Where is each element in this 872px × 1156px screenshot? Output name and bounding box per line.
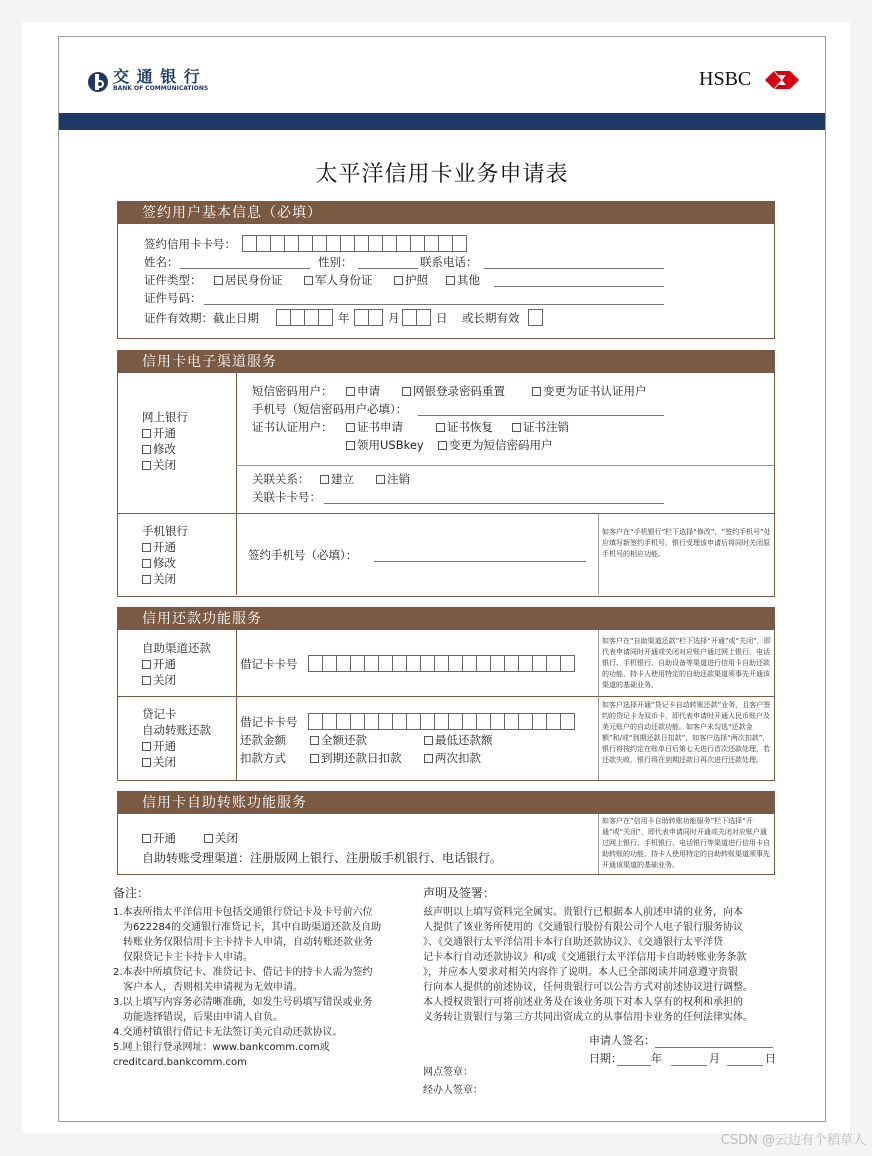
note-line: 仅限贷记卡主卡持卡人申请。	[123, 952, 253, 963]
cert-to-sms-option[interactable]: 变更为短信密码用户	[438, 437, 553, 453]
id-option-other[interactable]: 其他	[446, 272, 480, 288]
note-line: 4.交通村镇银行借记卡无法签订美元自动还款协议。	[113, 1027, 343, 1038]
note-line: 转账业务仅限信用卡主卡持卡人申请，自动转账还款业务	[123, 937, 373, 948]
loan-card-label: 贷记卡	[142, 707, 177, 721]
link-cancel-option[interactable]: 注销	[376, 471, 410, 487]
auto-debit-card-boxes[interactable]	[308, 713, 574, 730]
validity-month-boxes[interactable]	[354, 309, 382, 326]
header-bar	[59, 113, 825, 130]
self-transfer-note: 如客户在“信用卡自助转账功能服务”栏下选择“开通”或“关闭”，即代表申请同时开通或关闭对应账户通过网上银行、手机银行、电话银行等渠道进行信用卡自助转账的功能，持卡人使用特定的自助转账渠道须事先开通该渠道的基础业务。	[602, 817, 770, 869]
form-title: 太平洋信用卡业务申请表	[315, 162, 569, 187]
phone-field[interactable]	[484, 268, 664, 269]
note-line: 客户本人，否则相关申请视为无效申请。	[123, 982, 303, 993]
self-channel-note: 如客户在“自助渠道还款”栏下选择“开通”或“关闭”，即代表申请同时开通或关闭对应账户通过网上银行、电话银行、手机银行、自助设备等渠道进行信用卡自助还款的功能，持卡人使用特定的自助还款渠道须事先开通该渠道的基础业务。	[602, 637, 771, 689]
sub-row-divider	[236, 465, 774, 466]
checkbox-icon	[142, 559, 151, 568]
note-divider	[598, 814, 599, 874]
cert-user-label: 证书认证用户：	[252, 420, 333, 434]
checkbox-icon	[310, 736, 319, 745]
cert-cancel-option[interactable]: 证书注销	[512, 419, 569, 435]
min-repay-option[interactable]: 最低还款额	[424, 732, 493, 748]
bocom-subname: BANK OF COMMUNICATIONS	[113, 85, 209, 92]
mobile-bank-note: 如客户在“手机银行”栏下选择“修改”，“签约手机号”处应填写新签约手机号，银行受理该申请后将同时关闭原手机号的相应功能。	[602, 528, 771, 558]
self-open-option[interactable]: 开通	[142, 656, 176, 672]
checkbox-icon	[142, 834, 151, 843]
phone-label: 联系电话：	[420, 255, 478, 269]
validity-day-boxes[interactable]	[402, 309, 430, 326]
note-divider	[598, 514, 599, 595]
checkbox-icon	[446, 276, 455, 285]
section-self-transfer	[117, 791, 775, 875]
sms-reset-option[interactable]: 网银登录密码重置	[402, 383, 505, 399]
checkbox-icon	[142, 742, 151, 751]
mobile-modify-option[interactable]: 修改	[142, 555, 176, 571]
section-heading: 签约用户基本信息（必填）	[118, 202, 774, 224]
date-month-field[interactable]	[671, 1065, 707, 1066]
deduct-label: 扣款方式	[240, 751, 286, 765]
checkbox-icon	[142, 676, 151, 685]
year-label: 年	[338, 311, 350, 325]
declaration-line: 》，并应本人要求对相关内容作了说明。本人已全部阅读并同意遵守贵银	[423, 967, 738, 978]
sms-user-label: 短信密码用户：	[252, 384, 333, 398]
checkbox-icon	[532, 387, 541, 396]
mobile-close-option[interactable]: 关闭	[142, 571, 176, 587]
checkbox-icon	[424, 736, 433, 745]
online-modify-option[interactable]: 修改	[142, 441, 176, 457]
notes-block	[113, 885, 413, 1075]
mobile-open-option[interactable]: 开通	[142, 539, 176, 555]
note-line: 2.本表中所填贷记卡、准贷记卡、借记卡的持卡人需为签约	[113, 967, 373, 978]
auto-transfer-label: 自动转账还款	[142, 723, 211, 737]
checkbox-icon	[320, 475, 329, 484]
note-line: 为622284的交通银行准贷记卡，其中自助渠道还款及自助	[123, 922, 382, 933]
declaration-line: 兹声明以上填写资料完全属实。贵银行已根据本人前述申请的业务，向本	[423, 907, 743, 918]
gender-field[interactable]	[358, 268, 418, 269]
debit-card-label: 借记卡卡号	[240, 657, 298, 671]
card-number-label: 签约信用卡卡号：	[144, 237, 236, 251]
checkbox-icon	[142, 543, 151, 552]
validity-label: 证件有效期：截止日期	[144, 311, 259, 325]
declaration-heading: 声明及签署：	[423, 886, 496, 900]
declaration-line: 》、《交通银行太平洋信用卡本行自助还款协议》、《交通银行太平洋贷	[423, 937, 723, 948]
section-e-channel	[117, 350, 775, 597]
checkbox-icon	[142, 429, 151, 438]
checkbox-icon	[310, 754, 319, 763]
id-number-label: 证件号码：	[144, 291, 202, 305]
sign-mobile-label: 签约手机号（必填）：	[248, 548, 358, 562]
online-open-option[interactable]: 开通	[142, 425, 176, 441]
link-label: 关联关系：	[252, 472, 310, 486]
bocom-logo	[87, 69, 227, 97]
row-divider	[118, 696, 774, 697]
online-close-option[interactable]: 关闭	[142, 457, 176, 473]
link-card-label: 关联卡卡号：	[252, 490, 321, 504]
auto-open-option[interactable]: 开通	[142, 738, 176, 754]
sms-apply-option[interactable]: 申请	[346, 383, 380, 399]
declaration-line: 人提供了该业务所使用的《交通银行股份有限公司个人电子银行服务协议	[423, 922, 743, 933]
date-month-label: 月	[709, 1052, 720, 1065]
checkbox-icon	[424, 754, 433, 763]
hsbc-hexagon-icon	[765, 71, 799, 89]
date-day-field[interactable]	[727, 1065, 763, 1066]
section-heading: 信用还款功能服务	[118, 608, 774, 630]
checkbox-icon	[394, 276, 403, 285]
checkbox-icon	[402, 387, 411, 396]
checkbox-icon	[204, 834, 213, 843]
mobile-bank-label: 手机银行	[142, 524, 188, 538]
sign-mobile-field[interactable]	[374, 561, 586, 562]
self-debit-card-boxes[interactable]	[308, 655, 574, 672]
notes-heading: 备注：	[113, 886, 150, 900]
applicant-sign-label: 申请人签名：	[589, 1034, 655, 1047]
checkbox-icon	[346, 441, 355, 450]
declaration-line: 记卡本行自动还款协议》和/或《交通银行太平洋信用卡自助转账业务条款	[423, 952, 747, 963]
section-heading: 信用卡自助转账功能服务	[118, 792, 774, 814]
date-label: 日期：	[589, 1052, 622, 1065]
note-line: creditcard.bankcomm.com	[113, 1057, 247, 1068]
declaration-block	[423, 885, 783, 1095]
row-divider	[118, 513, 774, 514]
column-divider	[236, 630, 237, 780]
checkbox-icon	[142, 445, 151, 454]
note-line: 功能选择错误，后果由申请人自负。	[123, 1012, 283, 1023]
auto-transfer-note: 如客户选择开通“贷记卡自动转账还款”业务，且客户签约的贷记卡为双币卡，即代表申请时开通人民币账户及美元账户的自动还款功能。如客户未勾选“还款金额”和/或“到期还款日扣款”，如客户选择“两次扣款”，银行将按约定在账单日后第七天进行首次还款处理，若还款失败，银行将在到期还款日再次进行还款处理。	[602, 701, 771, 764]
date-year-label: 年	[651, 1052, 662, 1065]
transfer-open-option[interactable]: 开通	[142, 830, 176, 846]
twice-deduct-option[interactable]: 两次扣款	[424, 750, 481, 766]
mobile-required-label: 手机号（短信密码用户必填）：	[252, 402, 408, 416]
card-number-boxes[interactable]	[242, 235, 466, 252]
note-divider	[598, 630, 599, 780]
note-line: 5.网上银行登录网址：www.bankcomm.com或	[113, 1042, 330, 1053]
date-year-field[interactable]	[617, 1065, 651, 1066]
self-close-option[interactable]: 关闭	[142, 672, 176, 688]
due-date-deduct-option[interactable]: 到期还款日扣款	[310, 750, 402, 766]
branch-stamp-label: 网点签章：	[423, 1067, 473, 1078]
full-repay-option[interactable]: 全额还款	[310, 732, 367, 748]
transfer-close-option[interactable]: 关闭	[204, 830, 238, 846]
checkbox-icon	[376, 475, 385, 484]
handler-sign-label: 经办人签章：	[423, 1085, 483, 1096]
checkbox-icon	[214, 276, 223, 285]
checkbox-icon	[438, 441, 447, 450]
link-card-field[interactable]	[324, 503, 664, 504]
checkbox-icon	[304, 276, 313, 285]
auto-debit-card-label: 借记卡卡号	[240, 715, 298, 729]
note-line: 3.以上填写内容务必清晰准确，如发生号码填写错误或业务	[113, 997, 373, 1008]
section-repayment	[117, 607, 775, 781]
repay-amount-label: 还款金额	[240, 733, 286, 747]
checkbox-icon	[512, 423, 521, 432]
watermark: CSDN @云边有个稻草人	[720, 1133, 866, 1148]
checkbox-icon	[142, 461, 151, 470]
sms-change-option[interactable]: 变更为证书认证用户	[532, 383, 647, 399]
id-type-label: 证件类型：	[144, 273, 202, 287]
declaration-line: 本人授权贵银行可将前述业务及在该业务项下对本人享有的权利和承担的	[423, 997, 743, 1008]
day-label: 日	[436, 311, 448, 325]
cert-apply-option[interactable]: 证书申请	[346, 419, 403, 435]
declaration-line: 义务转让贵银行与第三方共同出资成立的从事信用卡业务的任何法律实体。	[423, 1012, 753, 1023]
longterm-box[interactable]	[528, 309, 542, 326]
checkbox-icon	[436, 423, 445, 432]
applicant-sign-field[interactable]	[655, 1047, 773, 1048]
checkbox-icon	[346, 423, 355, 432]
transfer-channels: 自助转账受理渠道：注册版网上银行、注册版手机银行、电话银行。	[142, 851, 503, 865]
cert-restore-option[interactable]: 证书恢复	[436, 419, 493, 435]
bocom-emblem-icon	[87, 71, 109, 93]
checkbox-icon	[142, 660, 151, 669]
mobile-required-field[interactable]	[418, 415, 664, 416]
hsbc-name: HSBC	[699, 68, 752, 90]
checkbox-icon	[142, 758, 151, 767]
longterm-label: 或长期有效	[462, 311, 520, 325]
hsbc-logo	[699, 67, 799, 93]
id-other-field[interactable]	[494, 286, 664, 287]
column-divider	[236, 373, 237, 595]
usbkey-option[interactable]: 领用USBkey	[346, 437, 424, 453]
checkbox-icon	[142, 575, 151, 584]
note-line: 1.本表所指太平洋信用卡包括交通银行贷记卡及卡号前六位	[113, 907, 373, 918]
section-basic-info	[117, 201, 775, 339]
declaration-line: 行向本人提供的前述协议，任何贵银行可以公告方式对前述协议进行调整。	[423, 982, 753, 993]
date-day-label: 日	[765, 1052, 776, 1065]
online-bank-label: 网上银行	[142, 410, 188, 424]
link-create-option[interactable]: 建立	[320, 471, 354, 487]
bocom-name: 交 通 银 行	[113, 67, 201, 86]
gender-label: 性别：	[318, 255, 353, 269]
id-number-field[interactable]	[204, 304, 664, 305]
id-option-passport[interactable]: 护照	[394, 272, 428, 288]
month-label: 月	[388, 311, 400, 325]
name-label: 姓名：	[144, 255, 179, 269]
id-option-military[interactable]: 军人身份证	[304, 272, 373, 288]
auto-close-option[interactable]: 关闭	[142, 754, 176, 770]
checkbox-icon	[346, 387, 355, 396]
name-field[interactable]	[180, 268, 310, 269]
self-channel-label: 自助渠道还款	[142, 641, 211, 655]
id-option-resident[interactable]: 居民身份证	[214, 272, 283, 288]
application-form	[58, 36, 826, 1122]
section-heading: 信用卡电子渠道服务	[118, 351, 774, 373]
validity-year-boxes[interactable]	[276, 309, 332, 326]
